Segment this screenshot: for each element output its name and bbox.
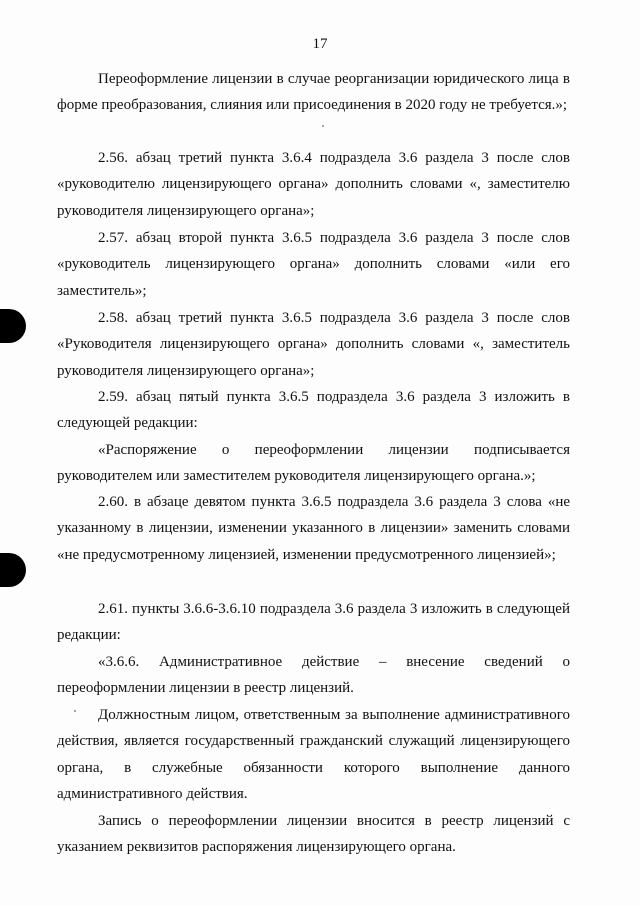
paragraph-2-56: 2.56. абзац третий пункта 3.6.4 подраздела 3.6 раздела 3 после слов «руководителю лицензирующего органа» дополнить словами «, заместителю руководителя лицензирующего органа»; bbox=[57, 150, 570, 219]
page-number: 17 bbox=[312, 36, 328, 52]
paragraph-reorganization: Переоформление лицензии в случае реорганизации юридического лица в форме преобразования, слияния или присоединения в 2020 году не требуется.»; bbox=[57, 71, 570, 114]
paragraph-2-58: 2.58. абзац третий пункта 3.6.5 подраздела 3.6 раздела 3 после слов «Руководителя лицензирующего органа» дополнить словами «, заместитель руководителя лицензирующего органа»; bbox=[57, 310, 570, 379]
punch-hole-bottom bbox=[0, 553, 26, 587]
scan-speck bbox=[322, 125, 324, 127]
paragraph-responsible-official: Должностным лицом, ответственным за выполнение административного действия, является государственный гражданский служащий лицензирующего органа, в служебные обязанности которого выполнение данного административного действия. bbox=[57, 707, 570, 803]
paragraph-2-60: 2.60. в абзаце девятом пункта 3.6.5 подраздела 3.6 раздела 3 слова «не указанному в лицензии, изменении указанного в лицензии» заменить словами «не предусмотренному лицензией, изменении предусмотренного лицензией»; bbox=[57, 494, 570, 563]
paragraph-3-6-6: «3.6.6. Административное действие – внесение сведений о переоформлении лицензии в реестр лицензий. bbox=[57, 654, 570, 697]
paragraph-2-59: 2.59. абзац пятый пункта 3.6.5 подраздела 3.6 раздела 3 изложить в следующей редакции: bbox=[57, 389, 570, 432]
scan-speck bbox=[74, 710, 76, 712]
paragraph-2-57: 2.57. абзац второй пункта 3.6.5 подраздела 3.6 раздела 3 после слов «руководитель лицензирующего органа» дополнить словами «или его заместитель»; bbox=[57, 230, 570, 299]
punch-hole-top bbox=[0, 309, 26, 343]
paragraph-order-signing: «Распоряжение о переоформлении лицензии подписывается руководителем или заместителем руководителя лицензирующего органа.»; bbox=[57, 442, 570, 485]
paragraph-registry-entry: Запись о переоформлении лицензии вносится в реестр лицензий с указанием реквизитов распоряжения лицензирующего органа. bbox=[57, 813, 570, 856]
paragraph-2-61: 2.61. пункты 3.6.6-3.6.10 подраздела 3.6 раздела 3 изложить в следующей редакции: bbox=[57, 601, 570, 644]
